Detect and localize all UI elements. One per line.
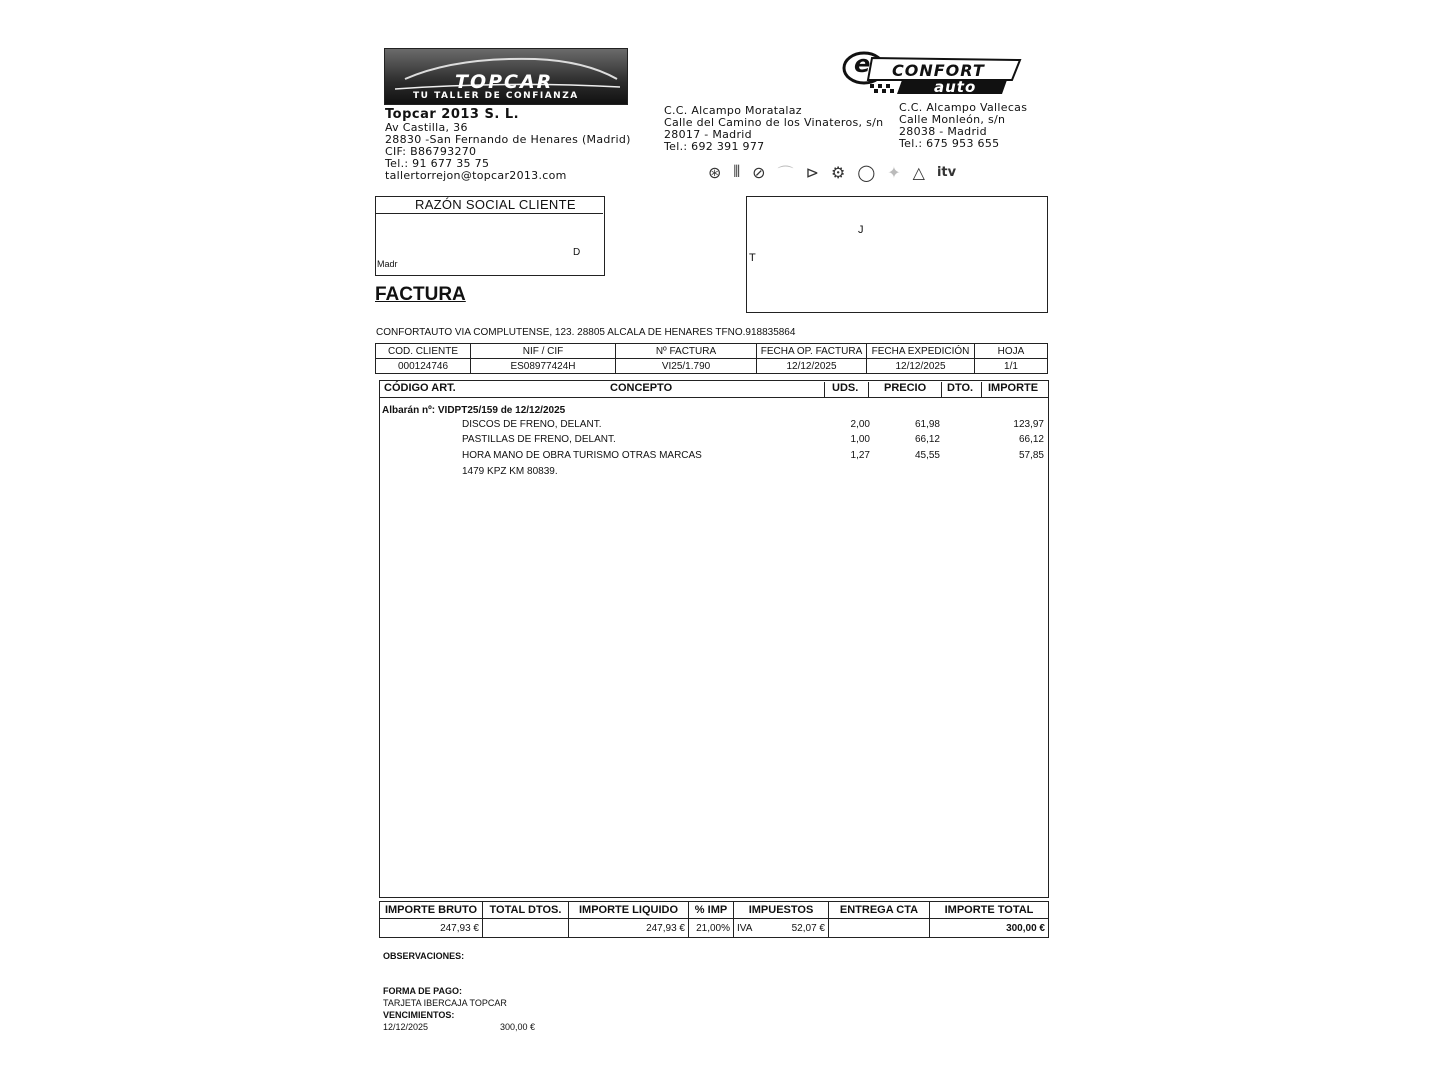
col-header: ENTREGA CTA <box>829 902 930 919</box>
tax-rate: 21,00% <box>689 919 734 938</box>
observations-label: OBSERVACIONES: <box>383 951 465 961</box>
issuer-email: tallertorrejon@topcar2013.com <box>385 169 567 182</box>
col-header: % IMP <box>689 902 734 919</box>
client-box-fragment-bottom: Madr <box>377 259 398 269</box>
delivery-box-fragment-t: T <box>749 252 756 264</box>
net-amount: 247,93 € <box>569 919 689 938</box>
gross-amount: 247,93 € <box>380 919 483 938</box>
table-row <box>380 466 1048 480</box>
table-row <box>380 919 1049 938</box>
exhaust-icon: ⊳ <box>805 162 819 182</box>
issuer-address-1: Av Castilla, 36 <box>385 121 468 134</box>
header-price: PRECIO <box>884 382 927 394</box>
delivery-box <box>746 196 1048 313</box>
issuer-cif: CIF: B86793270 <box>385 145 477 158</box>
item-price: 45,55 <box>914 450 940 461</box>
battery-icon: ✦ <box>887 162 901 182</box>
address-moratalaz <box>664 105 883 153</box>
issuer-phone: Tel.: 91 677 35 75 <box>385 157 490 170</box>
client-box-divider <box>375 213 603 214</box>
due-label: VENCIMIENTOS: <box>383 1010 455 1020</box>
tax-amount: 52,07 € <box>791 922 825 934</box>
topcar-logo-tagline: TU TALLER DE CONFIANZA <box>413 91 579 101</box>
operation-date: 12/12/2025 <box>757 359 867 374</box>
table-row <box>376 344 1048 359</box>
address-line: Tel.: 675 953 655 <box>899 137 1000 150</box>
address-vallecas <box>899 102 1027 150</box>
total-discounts <box>483 919 569 938</box>
confortauto-address-line: CONFORTAUTO VIA COMPLUTENSE, 123. 28805 ALCALA DE HENARES TFNO.918835864 <box>376 327 796 338</box>
column-divider <box>941 382 942 398</box>
on-account <box>829 919 930 938</box>
table-row <box>380 450 1048 464</box>
item-concept: 1479 KPZ KM 80839. <box>462 466 558 477</box>
total-amount: 300,00 € <box>930 919 1049 938</box>
address-line: Calle del Camino de los Vinateros, s/n <box>664 116 884 129</box>
col-header: IMPUESTOS <box>734 902 829 919</box>
oil-can-icon: ⚙ <box>830 162 846 182</box>
item-amount: 66,12 <box>1018 434 1044 445</box>
col-header: FECHA EXPEDICIÓN <box>867 344 975 359</box>
item-price: 61,98 <box>914 419 940 430</box>
item-concept: PASTILLAS DE FRENO, DELANT. <box>462 434 616 445</box>
col-header: NIF / CIF <box>471 344 616 359</box>
item-price: 66,12 <box>914 434 940 445</box>
payment-method: TARJETA IBERCAJA TOPCAR <box>383 998 507 1008</box>
item-units: 1,00 <box>850 434 870 445</box>
topcar-logo <box>384 48 628 105</box>
item-concept: HORA MANO DE OBRA TURISMO OTRAS MARCAS <box>462 450 702 461</box>
confortauto-logo-badge: e <box>854 50 871 78</box>
sheet-number: 1/1 <box>975 359 1048 374</box>
warning-triangle-icon: △ <box>912 162 925 182</box>
tax-cell <box>734 919 829 938</box>
column-divider <box>981 382 982 398</box>
address-line: 28017 - Madrid <box>664 128 752 141</box>
delivery-note: Albarán nº: VIDPT25/159 de 12/12/2025 <box>382 405 566 416</box>
items-table-header <box>380 381 1048 398</box>
header-amount: IMPORTE <box>988 382 1039 394</box>
issue-date: 12/12/2025 <box>867 359 975 374</box>
nif-cif: ES08977424H <box>471 359 616 374</box>
client-box-title: RAZÓN SOCIAL CLIENTE <box>415 197 576 212</box>
client-box-fragment-right: D <box>573 247 581 258</box>
address-line: C.C. Alcampo Moratalaz <box>664 104 802 117</box>
col-header: Nº FACTURA <box>616 344 757 359</box>
document-title: FACTURA <box>375 284 466 305</box>
payment-label: FORMA DE PAGO: <box>383 986 462 996</box>
address-line: Calle Monleón, s/n <box>899 113 1006 126</box>
item-concept: DISCOS DE FRENO, DELANT. <box>462 419 602 430</box>
tire-icon: ⊛ <box>708 162 722 182</box>
table-row <box>380 902 1049 919</box>
items-table <box>379 380 1049 898</box>
col-header: TOTAL DTOS. <box>483 902 569 919</box>
issuer-address-2: 28830 -San Fernando de Henares (Madrid) <box>385 133 631 146</box>
issuer-name: Topcar 2013 S. L. <box>385 107 520 122</box>
header-concept: CONCEPTO <box>610 382 673 394</box>
topcar-logo-text: TOPCAR <box>455 71 554 93</box>
column-divider <box>824 382 825 398</box>
col-header: IMPORTE TOTAL <box>930 902 1049 919</box>
shock-absorber-icon: ⫴ <box>733 162 741 181</box>
confortauto-logo-text-1: CONFORT <box>892 61 985 80</box>
due-date: 12/12/2025 <box>383 1022 429 1032</box>
address-line: C.C. Alcampo Vallecas <box>899 101 1028 114</box>
totals-table <box>379 901 1049 938</box>
itv-label: itv <box>936 164 957 180</box>
col-header: HOJA <box>975 344 1048 359</box>
client-code: 000124746 <box>376 359 471 374</box>
table-row <box>376 359 1048 374</box>
address-line: Tel.: 692 391 977 <box>664 140 765 153</box>
wiper-icon: ⌒ <box>777 163 794 183</box>
due-amount: 300,00 € <box>500 1022 536 1032</box>
issuer-details <box>385 107 631 182</box>
col-header: COD. CLIENTE <box>376 344 471 359</box>
item-units: 1,27 <box>850 450 870 461</box>
delivery-box-fragment-j: J <box>858 224 864 236</box>
tax-label: IVA <box>737 922 753 934</box>
col-header: IMPORTE BRUTO <box>380 902 483 919</box>
confortauto-logo-text-2: auto <box>934 78 977 96</box>
item-units: 2,00 <box>850 419 870 430</box>
header-discount: DTO. <box>947 382 974 394</box>
brake-icon: ⊘ <box>752 162 766 182</box>
header-units: UDS. <box>832 382 859 394</box>
header-code: CÓDIGO ART. <box>384 382 456 394</box>
table-row <box>380 434 1048 448</box>
confortauto-logo <box>842 50 1024 96</box>
address-line: 28038 - Madrid <box>899 125 987 138</box>
column-divider <box>868 382 869 398</box>
service-icons <box>708 160 1038 184</box>
item-amount: 123,97 <box>1013 419 1044 430</box>
invoice-number: VI25/1.790 <box>616 359 757 374</box>
col-header: IMPORTE LIQUIDO <box>569 902 689 919</box>
item-amount: 57,85 <box>1018 450 1044 461</box>
invoice-header-table <box>375 343 1048 374</box>
col-header: FECHA OP. FACTURA <box>757 344 867 359</box>
steering-wheel-icon: ◯ <box>857 162 876 182</box>
table-row <box>380 419 1048 433</box>
